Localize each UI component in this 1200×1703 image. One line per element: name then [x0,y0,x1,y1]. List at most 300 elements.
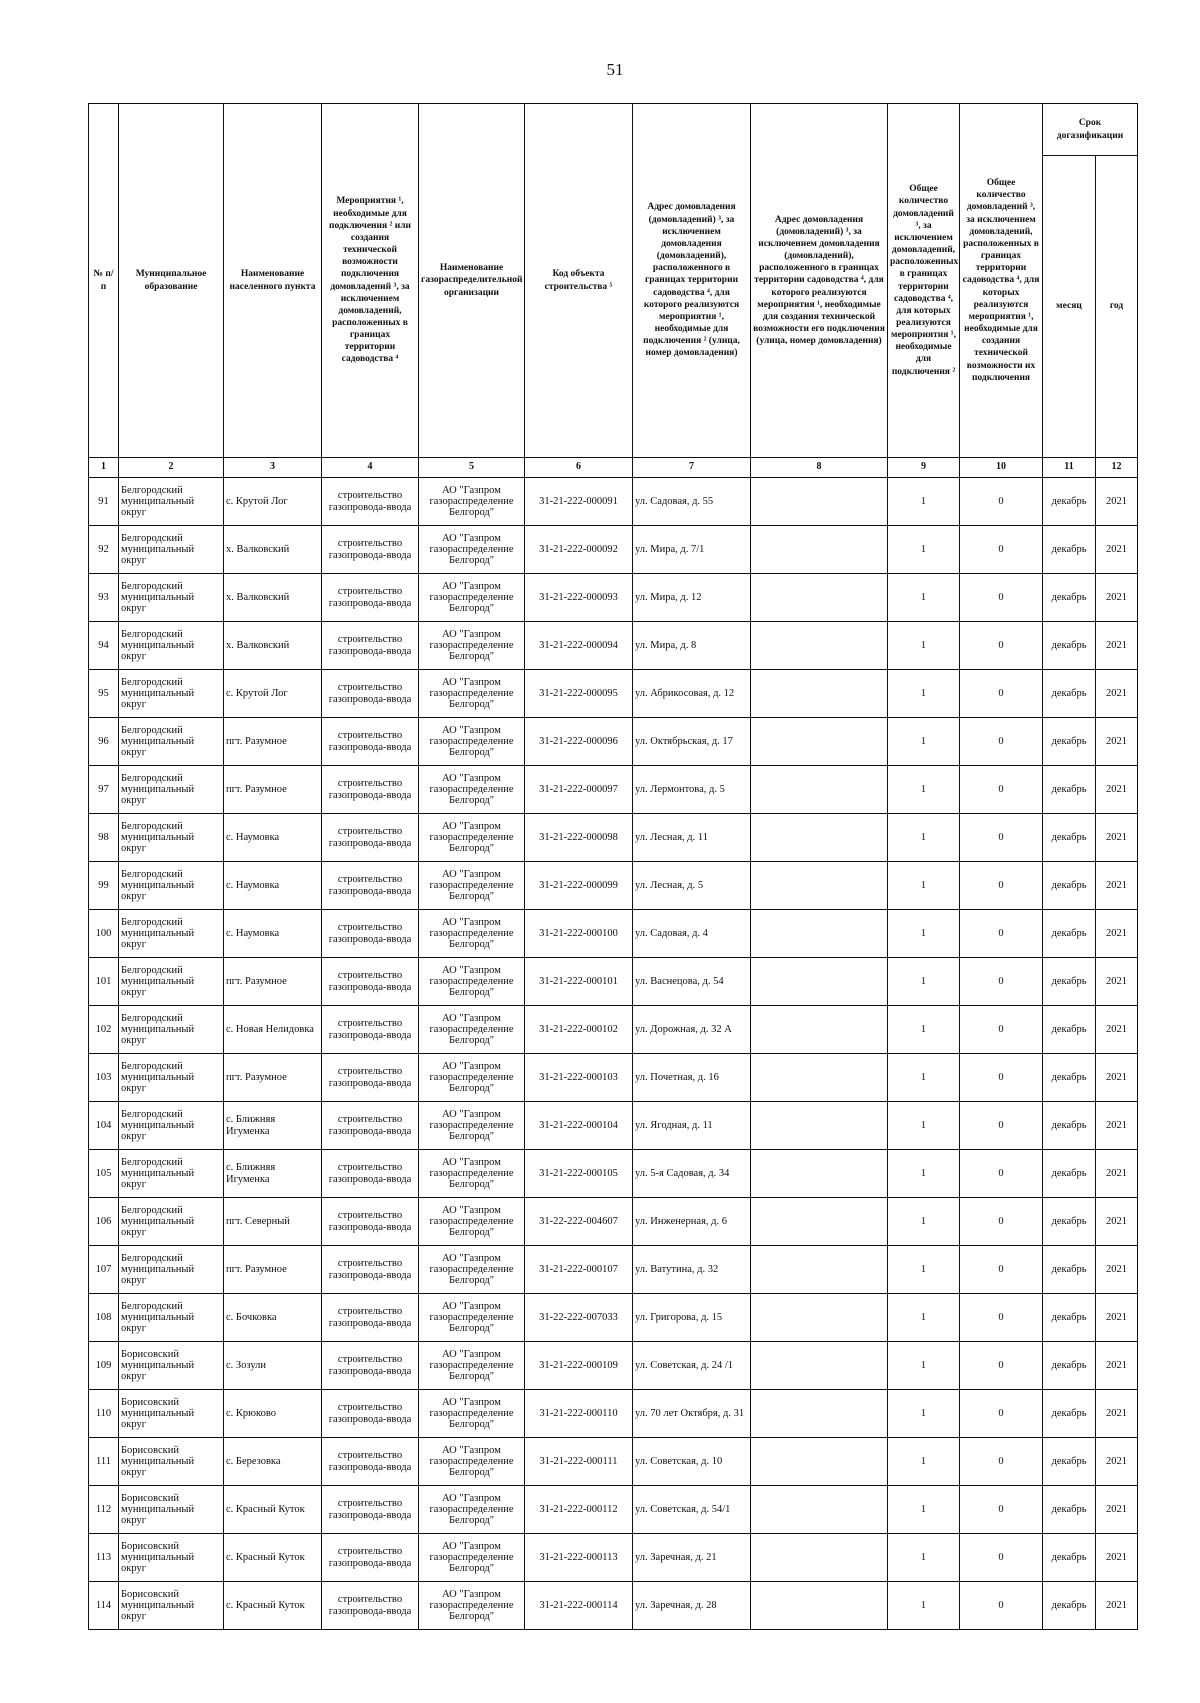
year-cell: 2021 [1096,1198,1138,1246]
count-technical-cell: 0 [960,1294,1043,1342]
measure-cell: строительство газопровода-ввода [322,574,419,622]
address-cell: ул. Инженерная, д. 6 [633,1198,751,1246]
organization-cell: АО "Газпром газораспределение Белгород" [419,1534,525,1582]
settlement-cell: с. Крутой Лог [224,670,322,718]
column-number: 12 [1096,458,1138,478]
object-code-cell: 31-21-222-000099 [525,862,633,910]
month-cell: декабрь [1043,1150,1096,1198]
count-connection-cell: 1 [888,1582,960,1630]
header-row [89,104,1138,156]
header-year: год [1096,156,1138,458]
measure-cell: строительство газопровода-ввода [322,1198,419,1246]
settlement-cell: с. Новая Нелидовка [224,1006,322,1054]
address-cell: ул. Мира, д. 7/1 [633,526,751,574]
year-cell: 2021 [1096,478,1138,526]
count-technical-cell: 0 [960,478,1043,526]
month-cell: декабрь [1043,478,1096,526]
table-row [89,1534,1138,1582]
header-number: № п/п [89,104,119,458]
count-connection-cell: 1 [888,1390,960,1438]
address-cell: ул. Лесная, д. 5 [633,862,751,910]
settlement-cell: пгт. Северный [224,1198,322,1246]
address-cell: ул. Советская, д. 24 /1 [633,1342,751,1390]
organization-cell: АО "Газпром газораспределение Белгород" [419,1150,525,1198]
organization-cell: АО "Газпром газораспределение Белгород" [419,1342,525,1390]
count-connection-cell: 1 [888,1246,960,1294]
measure-cell: строительство газопровода-ввода [322,1534,419,1582]
month-cell: декабрь [1043,670,1096,718]
table-row [89,1150,1138,1198]
object-code-cell: 31-21-222-000096 [525,718,633,766]
month-cell: декабрь [1043,766,1096,814]
table-row [89,1102,1138,1150]
month-cell: декабрь [1043,1390,1096,1438]
column-number: 7 [633,458,751,478]
table-row [89,1006,1138,1054]
organization-cell: АО "Газпром газораспределение Белгород" [419,1390,525,1438]
table-row [89,910,1138,958]
column-number: 9 [888,458,960,478]
organization-cell: АО "Газпром газораспределение Белгород" [419,526,525,574]
organization-cell: АО "Газпром газораспределение Белгород" [419,1102,525,1150]
address-cell: ул. Заречная, д. 21 [633,1534,751,1582]
month-cell: декабрь [1043,526,1096,574]
count-connection-cell: 1 [888,1054,960,1102]
measure-cell: строительство газопровода-ввода [322,1438,419,1486]
row-number: 112 [89,1486,119,1534]
row-number: 113 [89,1534,119,1582]
address-cell: ул. Октябрьская, д. 17 [633,718,751,766]
year-cell: 2021 [1096,526,1138,574]
header-municipality: Муниципальное образование [119,104,224,458]
municipality-cell: Борисовский муниципальный округ [119,1534,224,1582]
table-row [89,814,1138,862]
year-cell: 2021 [1096,1534,1138,1582]
organization-cell: АО "Газпром газораспределение Белгород" [419,1198,525,1246]
settlement-cell: с. Ближняя Игуменка [224,1150,322,1198]
address-technical-cell [751,478,888,526]
object-code-cell: 31-22-222-007033 [525,1294,633,1342]
month-cell: декабрь [1043,1294,1096,1342]
measure-cell: строительство газопровода-ввода [322,1342,419,1390]
count-technical-cell: 0 [960,1006,1043,1054]
address-cell: ул. Садовая, д. 4 [633,910,751,958]
table-row [89,1582,1138,1630]
row-number: 104 [89,1102,119,1150]
count-connection-cell: 1 [888,622,960,670]
count-connection-cell: 1 [888,1534,960,1582]
organization-cell: АО "Газпром газораспределение Белгород" [419,1294,525,1342]
table-row [89,478,1138,526]
table-row [89,718,1138,766]
municipality-cell: Борисовский муниципальный округ [119,1438,224,1486]
column-number: 11 [1043,458,1096,478]
address-technical-cell [751,574,888,622]
address-technical-cell [751,910,888,958]
count-connection-cell: 1 [888,766,960,814]
measure-cell: строительство газопровода-ввода [322,622,419,670]
count-technical-cell: 0 [960,1102,1043,1150]
table-row [89,670,1138,718]
table-row [89,1438,1138,1486]
month-cell: декабрь [1043,1342,1096,1390]
table-row [89,958,1138,1006]
municipality-cell: Белгородский муниципальный округ [119,1198,224,1246]
settlement-cell: с. Наумовка [224,862,322,910]
measure-cell: строительство газопровода-ввода [322,910,419,958]
count-technical-cell: 0 [960,1582,1043,1630]
object-code-cell: 31-21-222-000093 [525,574,633,622]
row-number: 111 [89,1438,119,1486]
count-connection-cell: 1 [888,1198,960,1246]
row-number: 114 [89,1582,119,1630]
count-connection-cell: 1 [888,1102,960,1150]
address-cell: ул. Васнецова, д. 54 [633,958,751,1006]
measure-cell: строительство газопровода-ввода [322,478,419,526]
measure-cell: строительство газопровода-ввода [322,718,419,766]
object-code-cell: 31-21-222-000097 [525,766,633,814]
address-cell: ул. Заречная, д. 28 [633,1582,751,1630]
table-row [89,862,1138,910]
row-number: 108 [89,1294,119,1342]
count-connection-cell: 1 [888,1294,960,1342]
address-cell: ул. Григорова, д. 15 [633,1294,751,1342]
month-cell: декабрь [1043,1246,1096,1294]
object-code-cell: 31-22-222-004607 [525,1198,633,1246]
measure-cell: строительство газопровода-ввода [322,1486,419,1534]
year-cell: 2021 [1096,958,1138,1006]
settlement-cell: с. Крюково [224,1390,322,1438]
header-measures: Мероприятия ¹, необходимые для подключения ² или создания технической возможности подключения домовладений ³, за исключением домовладений, расположенных в границах территории садоводства ⁴ [322,104,419,458]
year-cell: 2021 [1096,574,1138,622]
measure-cell: строительство газопровода-ввода [322,862,419,910]
month-cell: декабрь [1043,1582,1096,1630]
organization-cell: АО "Газпром газораспределение Белгород" [419,1246,525,1294]
count-connection-cell: 1 [888,670,960,718]
month-cell: декабрь [1043,1438,1096,1486]
settlement-cell: х. Валковский [224,574,322,622]
municipality-cell: Белгородский муниципальный округ [119,958,224,1006]
year-cell: 2021 [1096,1294,1138,1342]
organization-cell: АО "Газпром газораспределение Белгород" [419,1438,525,1486]
address-cell: ул. Дорожная, д. 32 А [633,1006,751,1054]
settlement-cell: с. Зозули [224,1342,322,1390]
count-connection-cell: 1 [888,1006,960,1054]
table-row [89,1198,1138,1246]
row-number: 101 [89,958,119,1006]
count-connection-cell: 1 [888,526,960,574]
year-cell: 2021 [1096,910,1138,958]
table-row [89,1486,1138,1534]
measure-cell: строительство газопровода-ввода [322,1582,419,1630]
count-technical-cell: 0 [960,526,1043,574]
gasification-table [88,103,1138,1630]
count-connection-cell: 1 [888,910,960,958]
object-code-cell: 31-21-222-000114 [525,1582,633,1630]
measure-cell: строительство газопровода-ввода [322,1102,419,1150]
object-code-cell: 31-21-222-000101 [525,958,633,1006]
measure-cell: строительство газопровода-ввода [322,814,419,862]
year-cell: 2021 [1096,1582,1138,1630]
municipality-cell: Белгородский муниципальный округ [119,1102,224,1150]
count-technical-cell: 0 [960,670,1043,718]
measure-cell: строительство газопровода-ввода [322,670,419,718]
municipality-cell: Белгородский муниципальный округ [119,1150,224,1198]
settlement-cell: пгт. Разумное [224,1246,322,1294]
row-number: 110 [89,1390,119,1438]
settlement-cell: с. Березовка [224,1438,322,1486]
month-cell: декабрь [1043,958,1096,1006]
organization-cell: АО "Газпром газораспределение Белгород" [419,766,525,814]
address-technical-cell [751,1246,888,1294]
row-number: 96 [89,718,119,766]
count-connection-cell: 1 [888,574,960,622]
row-number: 92 [89,526,119,574]
settlement-cell: х. Валковский [224,526,322,574]
column-number: 1 [89,458,119,478]
address-technical-cell [751,1342,888,1390]
count-connection-cell: 1 [888,1150,960,1198]
settlement-cell: пгт. Разумное [224,1054,322,1102]
count-technical-cell: 0 [960,766,1043,814]
count-technical-cell: 0 [960,1342,1043,1390]
settlement-cell: пгт. Разумное [224,958,322,1006]
count-connection-cell: 1 [888,478,960,526]
table-row [89,1390,1138,1438]
address-technical-cell [751,1102,888,1150]
object-code-cell: 31-21-222-000111 [525,1438,633,1486]
organization-cell: АО "Газпром газораспределение Белгород" [419,718,525,766]
measure-cell: строительство газопровода-ввода [322,1246,419,1294]
address-technical-cell [751,1486,888,1534]
header-organization: Наименование газораспределительной организации [419,104,525,458]
header-address-technical: Адрес домовладения (домовладений) ³, за исключением домовладения (домовладений), расположенного в границах территории садоводства ⁴, для которого реализуются мероприятия ¹, необходимые для создания технической возможности его подключения (улица, номер домовладения) [751,104,888,458]
object-code-cell: 31-21-222-000100 [525,910,633,958]
header-term-group: Срок догазификации [1043,104,1138,156]
row-number: 93 [89,574,119,622]
row-number: 98 [89,814,119,862]
table-row [89,1294,1138,1342]
settlement-cell: с. Наумовка [224,814,322,862]
table-row [89,574,1138,622]
address-cell: ул. 5-я Садовая, д. 34 [633,1150,751,1198]
year-cell: 2021 [1096,1150,1138,1198]
settlement-cell: с. Красный Куток [224,1486,322,1534]
count-technical-cell: 0 [960,862,1043,910]
page-number: 51 [606,60,624,79]
address-cell: ул. Лесная, д. 11 [633,814,751,862]
address-cell: ул. Садовая, д. 55 [633,478,751,526]
measure-cell: строительство газопровода-ввода [322,1294,419,1342]
measure-cell: строительство газопровода-ввода [322,1150,419,1198]
settlement-cell: с. Бочковка [224,1294,322,1342]
address-cell: ул. Мира, д. 8 [633,622,751,670]
count-connection-cell: 1 [888,814,960,862]
table-row [89,1054,1138,1102]
header-month: месяц [1043,156,1096,458]
count-technical-cell: 0 [960,1246,1043,1294]
object-code-cell: 31-21-222-000102 [525,1006,633,1054]
municipality-cell: Белгородский муниципальный округ [119,574,224,622]
count-technical-cell: 0 [960,718,1043,766]
address-technical-cell [751,670,888,718]
municipality-cell: Белгородский муниципальный округ [119,862,224,910]
month-cell: декабрь [1043,718,1096,766]
year-cell: 2021 [1096,1438,1138,1486]
header-object-code: Код объекта строительства ⁵ [525,104,633,458]
municipality-cell: Белгородский муниципальный округ [119,1006,224,1054]
count-technical-cell: 0 [960,622,1043,670]
organization-cell: АО "Газпром газораспределение Белгород" [419,478,525,526]
header-count-technical: Общее количество домовладений ³, за исключением домовладений, расположенных в границах территории садоводства ⁴, для которых реализуются мероприятия ¹, необходимые для создания технической возможности их подключения [960,104,1043,458]
month-cell: декабрь [1043,1102,1096,1150]
row-number: 103 [89,1054,119,1102]
month-cell: декабрь [1043,910,1096,958]
municipality-cell: Белгородский муниципальный округ [119,670,224,718]
month-cell: декабрь [1043,1486,1096,1534]
count-technical-cell: 0 [960,574,1043,622]
address-technical-cell [751,1150,888,1198]
column-number: 3 [224,458,322,478]
municipality-cell: Белгородский муниципальный округ [119,1246,224,1294]
row-number: 97 [89,766,119,814]
year-cell: 2021 [1096,622,1138,670]
address-cell: ул. Ягодная, д. 11 [633,1102,751,1150]
settlement-cell: с. Ближняя Игуменка [224,1102,322,1150]
object-code-cell: 31-21-222-000091 [525,478,633,526]
row-number: 102 [89,1006,119,1054]
organization-cell: АО "Газпром газораспределение Белгород" [419,1486,525,1534]
year-cell: 2021 [1096,1246,1138,1294]
year-cell: 2021 [1096,1102,1138,1150]
object-code-cell: 31-21-222-000104 [525,1102,633,1150]
municipality-cell: Белгородский муниципальный округ [119,910,224,958]
address-cell: ул. Советская, д. 10 [633,1438,751,1486]
month-cell: декабрь [1043,1006,1096,1054]
count-technical-cell: 0 [960,1534,1043,1582]
organization-cell: АО "Газпром газораспределение Белгород" [419,1054,525,1102]
municipality-cell: Борисовский муниципальный округ [119,1486,224,1534]
municipality-cell: Белгородский муниципальный округ [119,1294,224,1342]
address-technical-cell [751,526,888,574]
year-cell: 2021 [1096,1390,1138,1438]
row-number: 94 [89,622,119,670]
month-cell: декабрь [1043,1198,1096,1246]
row-number: 91 [89,478,119,526]
address-cell: ул. 70 лет Октября, д. 31 [633,1390,751,1438]
address-technical-cell [751,1294,888,1342]
header-settlement: Наименование населенного пункта [224,104,322,458]
header-count-connection: Общее количество домовладений ³, за исключением домовладений, расположенных в границах территории садоводства ⁴, для которых реализуются мероприятия ¹, необходимые для подключения ² [888,104,960,458]
count-technical-cell: 0 [960,1438,1043,1486]
count-technical-cell: 0 [960,1390,1043,1438]
municipality-cell: Борисовский муниципальный округ [119,1390,224,1438]
settlement-cell: пгт. Разумное [224,766,322,814]
object-code-cell: 31-21-222-000105 [525,1150,633,1198]
year-cell: 2021 [1096,766,1138,814]
object-code-cell: 31-21-222-000103 [525,1054,633,1102]
organization-cell: АО "Газпром газораспределение Белгород" [419,910,525,958]
table-row [89,526,1138,574]
address-technical-cell [751,862,888,910]
municipality-cell: Белгородский муниципальный округ [119,1054,224,1102]
municipality-cell: Борисовский муниципальный округ [119,1582,224,1630]
row-number: 100 [89,910,119,958]
organization-cell: АО "Газпром газораспределение Белгород" [419,814,525,862]
measure-cell: строительство газопровода-ввода [322,526,419,574]
row-number: 107 [89,1246,119,1294]
count-connection-cell: 1 [888,862,960,910]
municipality-cell: Белгородский муниципальный округ [119,622,224,670]
organization-cell: АО "Газпром газораспределение Белгород" [419,622,525,670]
organization-cell: АО "Газпром газораспределение Белгород" [419,574,525,622]
year-cell: 2021 [1096,670,1138,718]
settlement-cell: х. Валковский [224,622,322,670]
address-technical-cell [751,622,888,670]
column-number: 8 [751,458,888,478]
column-number: 2 [119,458,224,478]
object-code-cell: 31-21-222-000113 [525,1534,633,1582]
table-row [89,1246,1138,1294]
address-cell: ул. Абрикосовая, д. 12 [633,670,751,718]
year-cell: 2021 [1096,1006,1138,1054]
month-cell: декабрь [1043,622,1096,670]
count-technical-cell: 0 [960,958,1043,1006]
count-connection-cell: 1 [888,1438,960,1486]
count-technical-cell: 0 [960,1198,1043,1246]
table-row [89,622,1138,670]
object-code-cell: 31-21-222-000112 [525,1486,633,1534]
address-cell: ул. Лермонтова, д. 5 [633,766,751,814]
municipality-cell: Белгородский муниципальный округ [119,718,224,766]
measure-cell: строительство газопровода-ввода [322,766,419,814]
object-code-cell: 31-21-222-000092 [525,526,633,574]
object-code-cell: 31-21-222-000094 [525,622,633,670]
address-cell: ул. Советская, д. 54/1 [633,1486,751,1534]
year-cell: 2021 [1096,1486,1138,1534]
row-number: 95 [89,670,119,718]
count-connection-cell: 1 [888,718,960,766]
settlement-cell: с. Красный Куток [224,1534,322,1582]
measure-cell: строительство газопровода-ввода [322,958,419,1006]
row-number: 109 [89,1342,119,1390]
table-row [89,1342,1138,1390]
table-row [89,766,1138,814]
count-technical-cell: 0 [960,1150,1043,1198]
organization-cell: АО "Газпром газораспределение Белгород" [419,1006,525,1054]
count-technical-cell: 0 [960,1486,1043,1534]
address-technical-cell [751,1534,888,1582]
municipality-cell: Белгородский муниципальный округ [119,478,224,526]
object-code-cell: 31-21-222-000109 [525,1342,633,1390]
organization-cell: АО "Газпром газораспределение Белгород" [419,958,525,1006]
row-number: 105 [89,1150,119,1198]
month-cell: декабрь [1043,1054,1096,1102]
address-cell: ул. Ватутина, д. 32 [633,1246,751,1294]
year-cell: 2021 [1096,1054,1138,1102]
address-cell: ул. Почетная, д. 16 [633,1054,751,1102]
month-cell: декабрь [1043,1534,1096,1582]
measure-cell: строительство газопровода-ввода [322,1006,419,1054]
column-number-row [89,458,1138,478]
address-technical-cell [751,718,888,766]
address-cell: ул. Мира, д. 12 [633,574,751,622]
municipality-cell: Белгородский муниципальный округ [119,814,224,862]
month-cell: декабрь [1043,574,1096,622]
month-cell: декабрь [1043,814,1096,862]
measure-cell: строительство газопровода-ввода [322,1390,419,1438]
column-number: 5 [419,458,525,478]
